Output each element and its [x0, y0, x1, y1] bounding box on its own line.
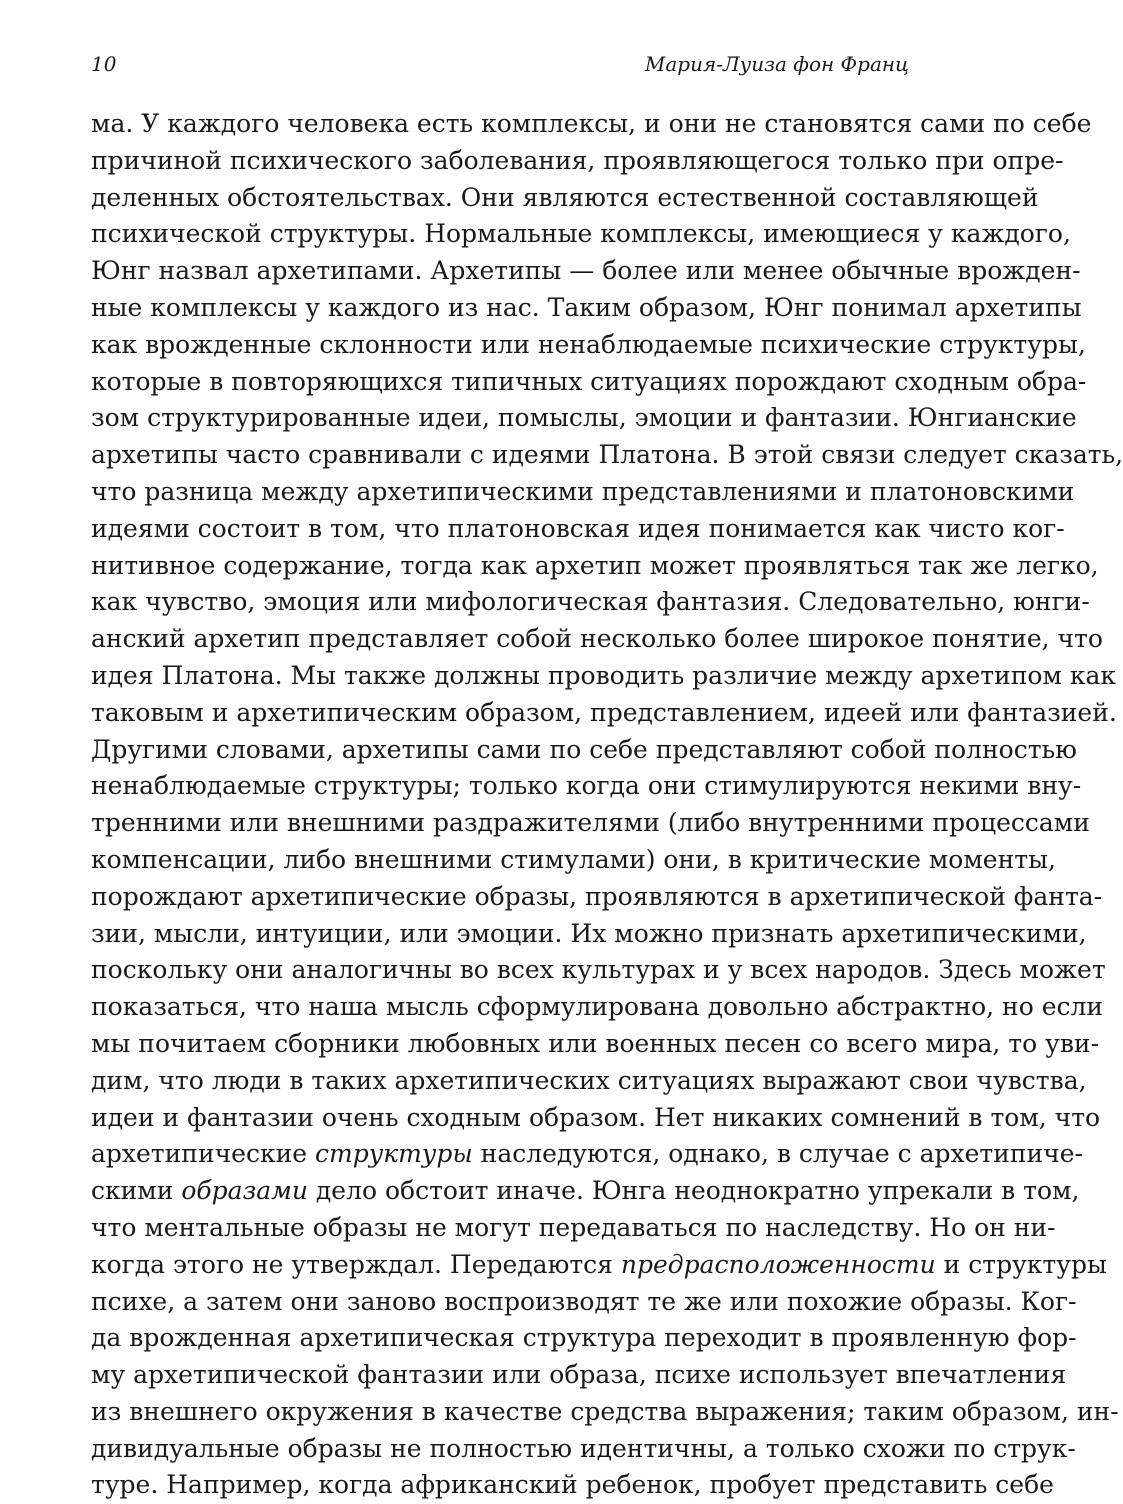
- text-line: ные комплексы у каждого из нас. Таким образом, Юнг понимал архетипы: [91, 292, 1082, 322]
- text-line: идеями состоит в том, что платоновская идея понимается как чисто ког-: [91, 513, 1065, 543]
- text-line: психической структуры. Нормальные комплексы, имеющиеся у каждого,: [91, 219, 1071, 249]
- text-line: мы почитаем сборники любовных или военных песен со всего мира, то уви-: [91, 1028, 1100, 1058]
- text-line: из внешнего окружения в качестве средства выражения; таким образом, ин-: [91, 1396, 1119, 1426]
- text-line: тренними или внешними раздражителями (либо внутренними процессами: [91, 808, 1090, 838]
- text-line: анский архетип представляет собой несколько более широкое понятие, что: [91, 624, 1103, 654]
- text-line: [91, 1247, 1107, 1284]
- text-line: [91, 1136, 1083, 1173]
- text-line: ненаблюдаемые структуры; только когда они стимулируются некими вну-: [91, 771, 1082, 801]
- text-line: поскольку они аналогичны во всех культурах и у всех народов. Здесь может: [91, 955, 1106, 985]
- text-span: когда этого не утверждал. Передаются: [91, 1249, 621, 1279]
- text-line: показаться, что наша мысль сформулирована довольно абстрактно, но если: [91, 992, 1104, 1022]
- page-number: 10: [91, 52, 117, 76]
- text-line: зом структурированные идеи, помыслы, эмоции и фантазии. Юнгианские: [91, 403, 1077, 433]
- text-span: наследуются, однако, в случае с архетипиче-: [472, 1139, 1083, 1169]
- italic-term: структуры: [314, 1139, 473, 1169]
- text-line: психе, а затем они заново воспроизводят те же или похожие образы. Ког-: [91, 1286, 1077, 1316]
- text-line: идеи и фантазии очень сходным образом. Нет никаких сомнений в том, что: [91, 1102, 1101, 1132]
- text-line: Другими словами, архетипы сами по себе представляют собой полностью: [91, 734, 1077, 764]
- text-line: как врожденные склонности или ненаблюдаемые психические структуры,: [91, 329, 1086, 359]
- text-line: [91, 1173, 1080, 1210]
- text-line: что ментальные образы не могут передаваться по наследству. Но он ни-: [91, 1212, 1056, 1242]
- text-line: дим, что люди в таких архетипических ситуациях выражают свои чувства,: [91, 1065, 1087, 1095]
- text-span: архетипические: [91, 1139, 315, 1169]
- text-line: ма. У каждого человека есть комплексы, и они не становятся сами по себе: [91, 109, 1092, 138]
- text-line: Юнг назвал архетипами. Архетипы — более или менее обычные врожден-: [91, 256, 1081, 286]
- text-line: дивидуальные образы не полностью идентичны, а только схожи по струк-: [91, 1433, 1076, 1463]
- text-line: идея Платона. Мы также должны проводить различие между архетипом как: [91, 660, 1117, 690]
- text-line: причиной психического заболевания, проявляющегося только при опре-: [91, 145, 1064, 175]
- text-line: компенсации, либо внешними стимулами) они, в критические моменты,: [91, 844, 1056, 874]
- text-span: скими: [91, 1176, 182, 1206]
- text-line: которые в повторяющихся типичных ситуациях порождают сходным обра-: [91, 366, 1087, 396]
- body-text: [91, 106, 1123, 1504]
- italic-term: предрасположенности: [620, 1249, 936, 1279]
- text-line: таковым и архетипическим образом, представлением, идеей или фантазией.: [91, 697, 1117, 727]
- text-line: порождают архетипические образы, проявляются в архетипической фанта-: [91, 881, 1103, 911]
- text-line: да врожденная архетипическая структура переходит в проявленную фор-: [91, 1323, 1077, 1353]
- text-line: что разница между архетипическими представлениями и платоновскими: [91, 476, 1075, 506]
- text-line: туре. Например, когда африканский ребенок, пробует представить себе: [91, 1470, 1054, 1500]
- text-line: как чувство, эмоция или мифологическая фантазия. Следовательно, юнги-: [91, 587, 1090, 617]
- running-header: Мария-Луиза фон Франц: [644, 52, 909, 76]
- text-line: зии, мысли, интуиции, или эмоции. Их можно признать архетипическими,: [91, 918, 1087, 948]
- text-line: му архетипической фантазии или образа, психе использует впечатления: [91, 1360, 1067, 1390]
- text-line: деленных обстоятельствах. Они являются естественной составляющей: [91, 182, 1039, 212]
- text-line: нитивное содержание, тогда как архетип может проявляться так же легко,: [91, 550, 1099, 580]
- text-span: дело обстоит иначе. Юнга неоднократно упрекали в том,: [307, 1176, 1080, 1206]
- italic-term: образами: [181, 1176, 308, 1206]
- text-span: и структуры: [935, 1249, 1107, 1279]
- text-line: архетипы часто сравнивали с идеями Платона. В этой связи следует сказать,: [91, 440, 1123, 470]
